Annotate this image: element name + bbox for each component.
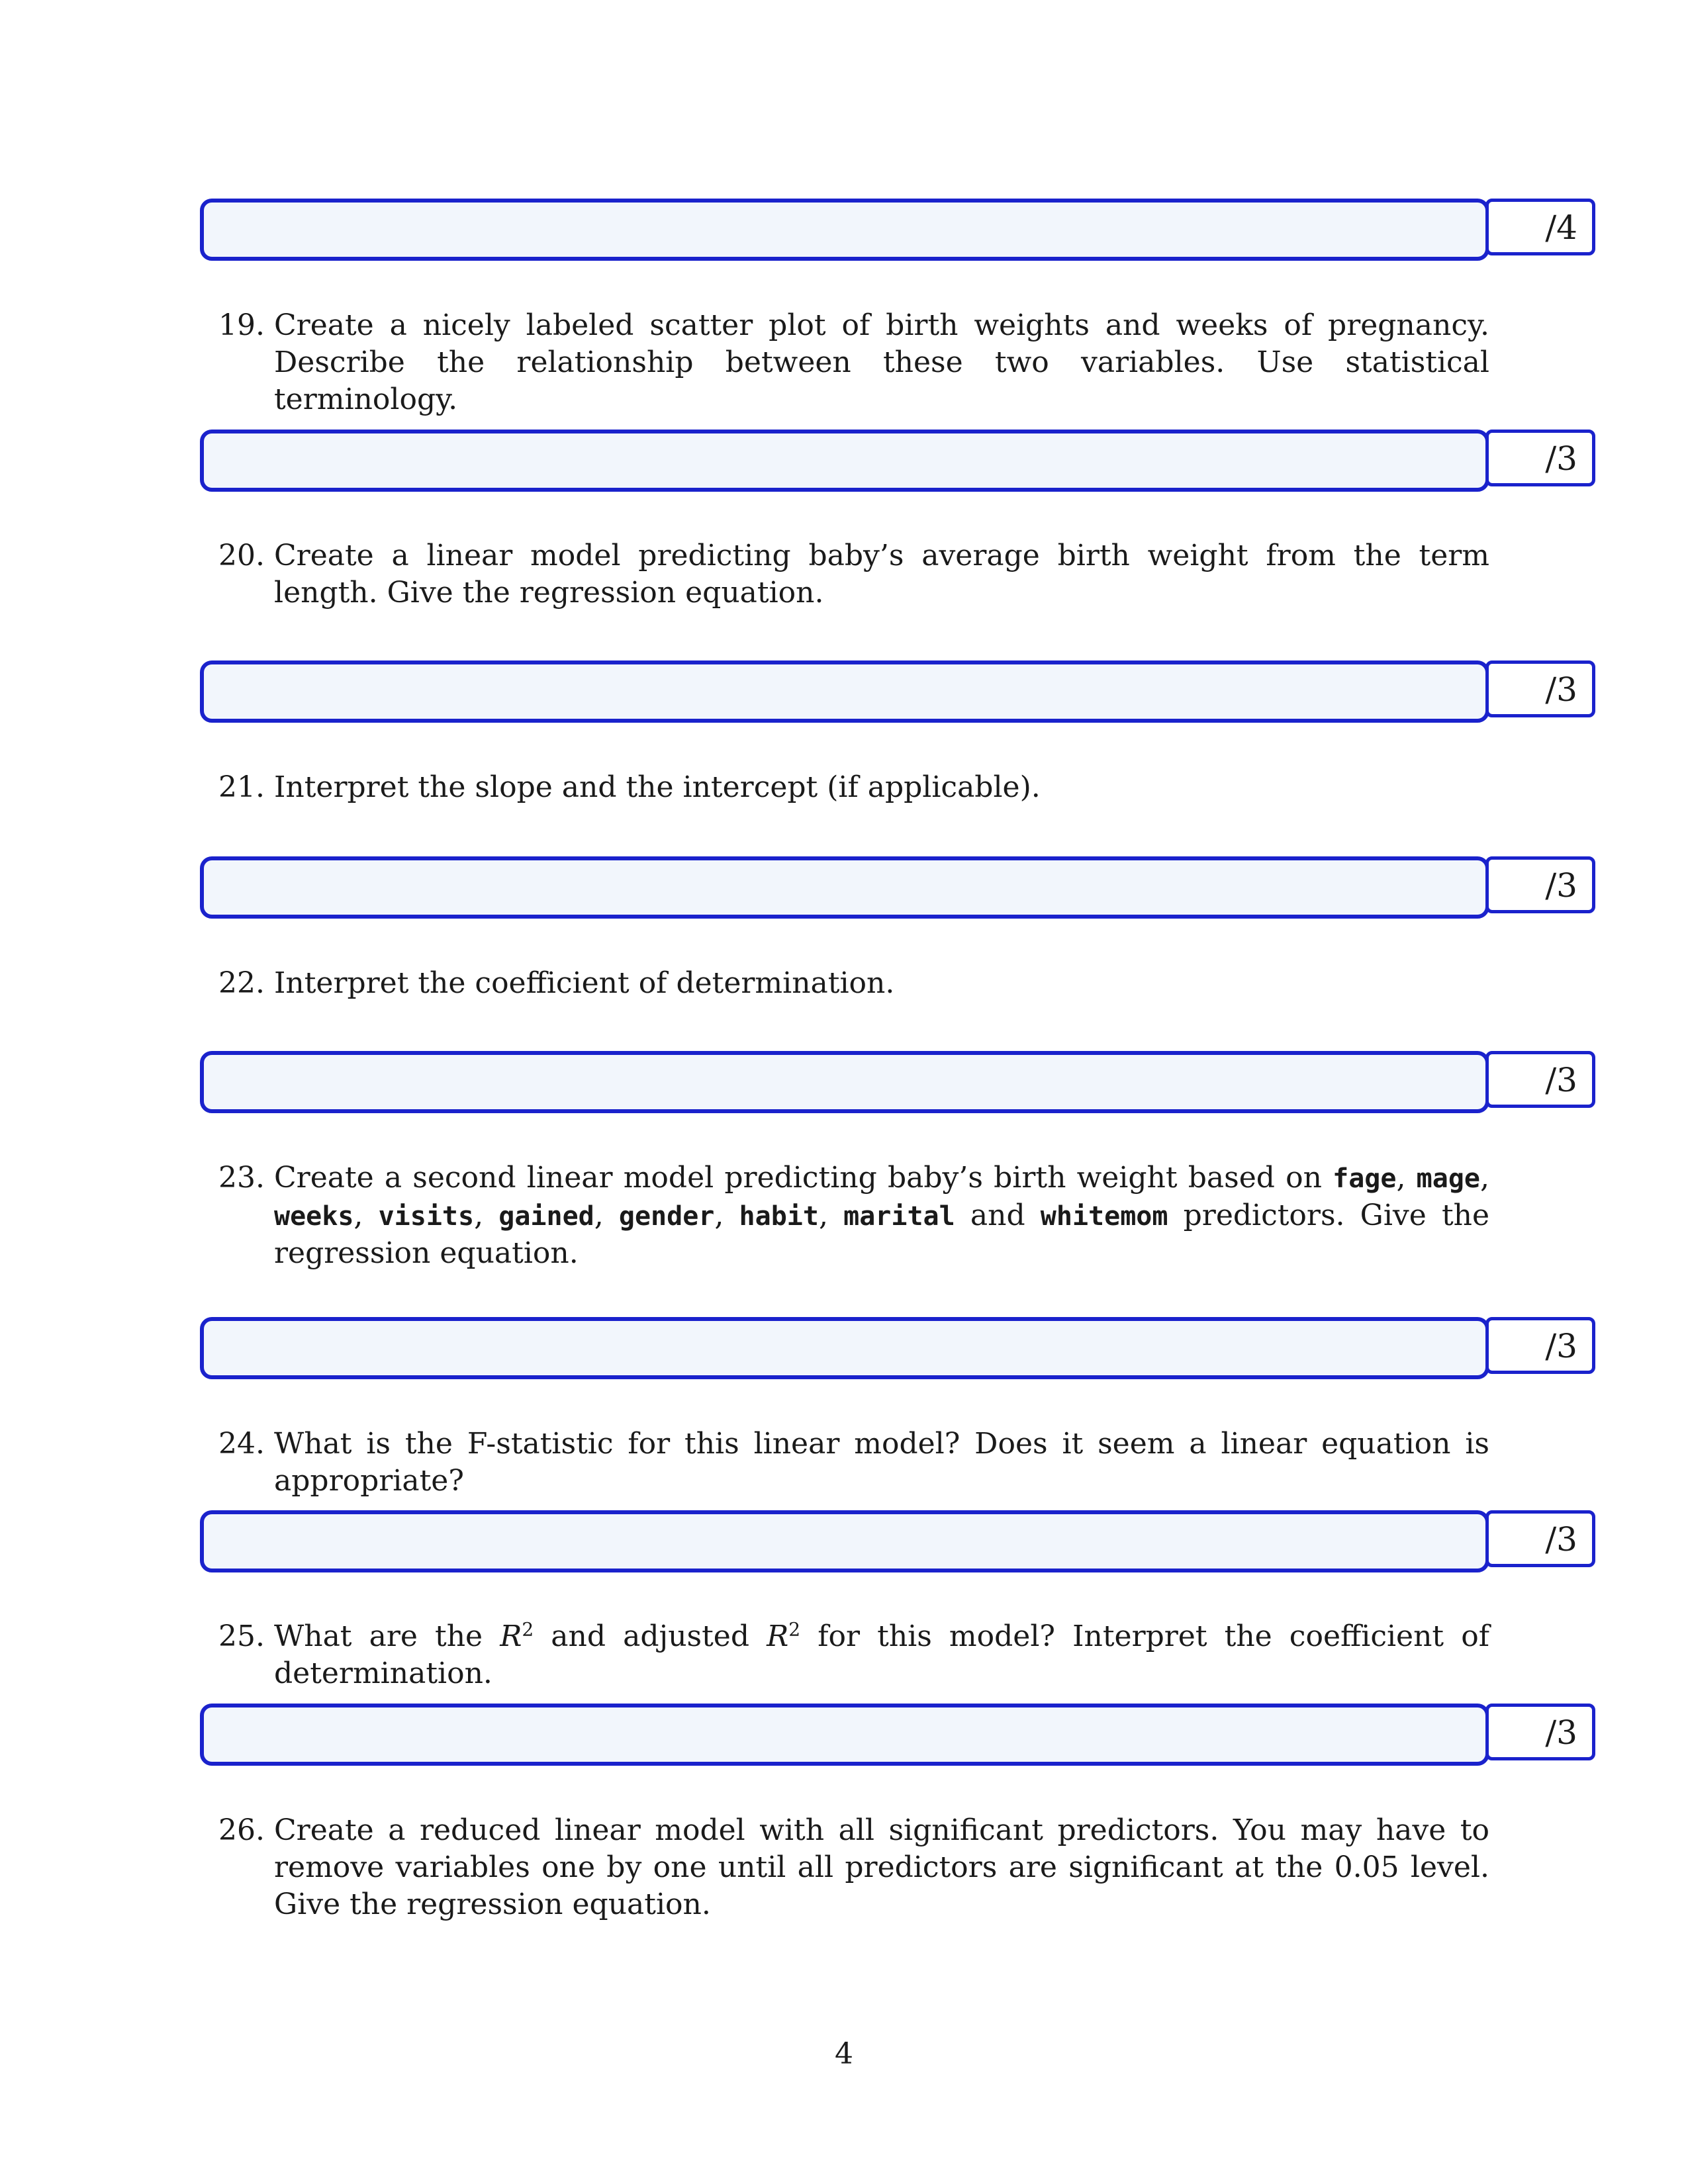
answer-row <box>200 1704 1597 1764</box>
question-19 <box>218 307 1489 418</box>
question-number: 19. <box>218 308 265 342</box>
score-box <box>1485 1510 1595 1567</box>
answer-row <box>200 430 1597 490</box>
question-text: Create a nicely labeled scatter plot of birth weights and weeks of pregnancy. Describe the relationship between these two variables. Use statistical terminology. <box>274 308 1489 416</box>
score-label: /4 <box>1545 208 1577 247</box>
exponent: 2 <box>522 1618 534 1641</box>
text-part: What are the <box>274 1619 483 1653</box>
answer-row <box>200 1510 1597 1571</box>
question-number: 24. <box>218 1427 265 1461</box>
score-label: /3 <box>1545 439 1577 478</box>
score-box <box>1485 660 1595 717</box>
text-part: predictors. Give the regression equation. <box>274 1199 1490 1270</box>
score-box <box>1485 1704 1595 1760</box>
answer-box[interactable] <box>200 1317 1489 1379</box>
score-label: /3 <box>1545 1520 1577 1559</box>
r-symbol: R <box>500 1619 522 1653</box>
var-name: gender <box>618 1201 715 1232</box>
question-number: 26. <box>218 1813 265 1847</box>
answer-box[interactable] <box>200 1704 1489 1766</box>
answer-box[interactable] <box>200 856 1489 919</box>
score-box <box>1485 1051 1595 1108</box>
separator: , <box>594 1199 619 1232</box>
separator: , <box>474 1199 499 1232</box>
text-part: and adjusted <box>551 1619 749 1653</box>
question-text: Create a linear model predicting baby’s average birth weight from the term length. Give the regression equation. <box>274 539 1489 610</box>
score-box <box>1485 1317 1595 1374</box>
question-25 <box>218 1618 1489 1692</box>
question-number: 22. <box>218 966 265 1000</box>
question-number: 23. <box>218 1161 265 1195</box>
var-name: habit <box>739 1201 819 1232</box>
score-label: /3 <box>1545 1061 1577 1099</box>
separator: , <box>353 1199 379 1232</box>
text-part: for this model? Interpret the coefficient of determination. <box>274 1619 1489 1690</box>
var-name: gained <box>498 1201 594 1232</box>
separator: , <box>714 1199 739 1232</box>
text-part: Create a second linear model predicting baby’s birth weight based on <box>274 1161 1322 1195</box>
answer-row <box>200 199 1597 259</box>
question-text: What is the F-statistic for this linear model? Does it seem a linear equation is appropriate? <box>274 1427 1489 1498</box>
question-23 <box>218 1160 1489 1272</box>
question-26 <box>218 1812 1489 1923</box>
question-number: 21. <box>218 770 265 804</box>
question-text <box>274 1618 1489 1692</box>
score-label: /3 <box>1545 866 1577 905</box>
exponent: 2 <box>788 1618 801 1641</box>
question-22 <box>218 965 1489 1002</box>
var-name: fage <box>1333 1163 1397 1194</box>
var-name: marital <box>843 1201 955 1232</box>
score-label: /3 <box>1545 1327 1577 1365</box>
score-label: /3 <box>1545 1713 1577 1752</box>
question-number: 25. <box>218 1619 265 1653</box>
answer-box[interactable] <box>200 1051 1489 1113</box>
question-21 <box>218 769 1489 806</box>
answer-row <box>200 1051 1597 1112</box>
answer-box[interactable] <box>200 430 1489 492</box>
question-20 <box>218 537 1489 612</box>
question-text: Interpret the coefficient of determination. <box>274 966 895 1000</box>
var-name: weeks <box>274 1201 354 1232</box>
answer-row <box>200 1317 1597 1378</box>
question-text: Create a reduced linear model with all significant predictors. You may have to remove variables one by one until all predictors are significant at the 0.05 level. Give the regression equation. <box>274 1813 1489 1921</box>
question-text: Interpret the slope and the intercept (if applicable). <box>274 770 1041 804</box>
var-name: whitemom <box>1040 1201 1168 1232</box>
score-label: /3 <box>1545 670 1577 709</box>
var-name: visits <box>378 1201 475 1232</box>
question-number: 20. <box>218 539 265 572</box>
answer-box[interactable] <box>200 660 1489 723</box>
answer-row <box>200 660 1597 721</box>
separator: , <box>818 1199 844 1232</box>
question-text <box>274 1160 1489 1272</box>
score-box <box>1485 199 1595 255</box>
answer-box[interactable] <box>200 1510 1489 1572</box>
r-symbol: R <box>767 1619 789 1653</box>
question-24 <box>218 1426 1489 1500</box>
score-box <box>1485 430 1595 486</box>
separator: , <box>1479 1161 1489 1195</box>
separator: , <box>1396 1161 1417 1195</box>
answer-row <box>200 856 1597 917</box>
text-part: and <box>970 1199 1025 1232</box>
score-box <box>1485 856 1595 913</box>
var-name: mage <box>1416 1163 1480 1194</box>
answer-box[interactable] <box>200 199 1489 261</box>
page-number: 4 <box>835 2037 853 2071</box>
